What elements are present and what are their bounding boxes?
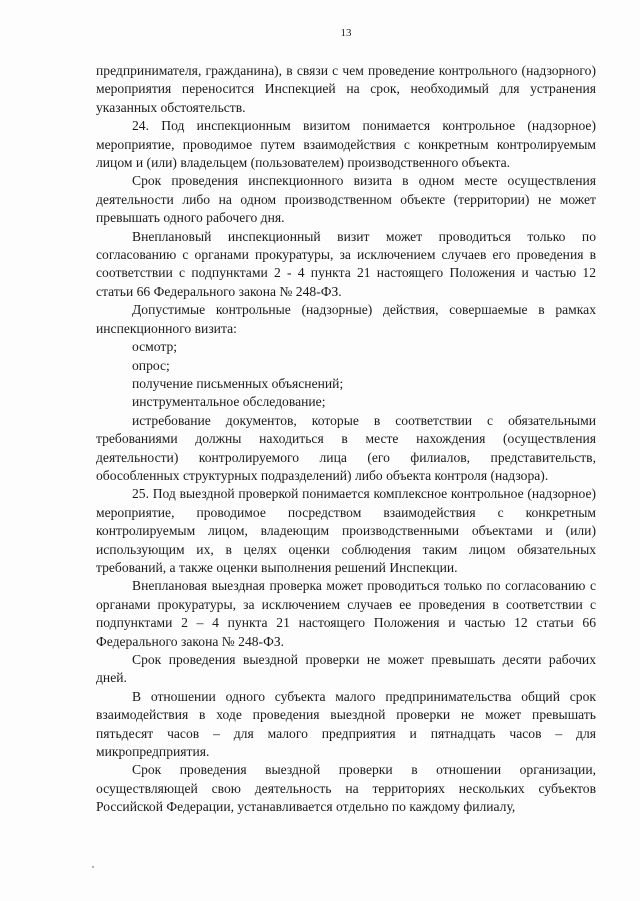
paragraph-permitted-actions: Допустимые контрольные (надзорные) действия, совершаемые в рамках инспекционного визита: (96, 302, 596, 336)
paragraph-onsite-duration: Срок проведения выездной проверки не может превышать десяти рабочих дней. (96, 652, 596, 686)
list-item-instrumental-examination: инструментальное обследование; (132, 394, 326, 410)
list-item-survey: опрос; (132, 357, 170, 373)
paragraph-multi-region: Срок проведения выездной проверки в отношении организации, осуществляющей свою деятельность на территориях нескольких субъектов Российской Федерации, устанавливается отдельно по каждому филиалу, (96, 762, 596, 815)
list-item-written-explanations: получение письменных объяснений; (132, 375, 344, 391)
paragraph-small-business: В отношении одного субъекта малого предпринимательства общий срок взаимодействия в ходе проведения выездной проверки не может превышать пятьдесят часов – для малого предприятия и пятнадцать часов – для микропредприятия. (96, 688, 596, 760)
paragraph-item-25: 25. Под выездной проверкой понимается комплексное контрольное (надзорное) мероприятие, проводимое посредством взаимодействия с конкретным контролируемым лицом, владеющим производственными объектами и (или) использующим их, в целях оценки соблюдения таким лицом обязательных требований, а также оценки выполнения решений Инспекции. (96, 486, 596, 575)
paragraph-continuation: предпринимателя, гражданина), в связи с чем проведение контрольного (надзорного) мероприятия переносится Инспекцией на срок, необходимый для устранения указанных обстоятельств. (96, 63, 596, 115)
page-number: 13 (340, 27, 352, 39)
paragraph-unscheduled-visit: Внеплановый инспекционный визит может проводиться только по согласованию с органами прокуратуры, за исключением случаев его проведения в соответствии с подпунктами 2 - 4 пункта 21 настоящего Положения и частью 12 статьи 66 Федерального закона № 248-ФЗ. (96, 228, 596, 299)
paragraph-item-24: 24. Под инспекционным визитом понимается контрольное (надзорное) мероприятие, проводимое путем взаимодействия с конкретным контролируемым лицом и (или) владельцем (пользователем) производственного объекта. (96, 118, 596, 171)
scan-speck (92, 866, 94, 868)
paragraph-visit-duration: Срок проведения инспекционного визита в одном месте осуществления деятельности либо на одном производственном объекте (территории) не может превышать одного рабочего дня. (96, 173, 596, 226)
list-item-inspection: осмотр; (132, 339, 178, 355)
paragraph-unscheduled-onsite: Внеплановая выездная проверка может проводиться только по согласованию с органами прокуратуры, за исключением случаев ее проведения в соответствии с подпунктами 2 – 4 пункта 21 настоящего Положения и частью 12 статьи 66 Федерального закона № 248-ФЗ. (96, 578, 596, 649)
paragraph-document-request: истребование документов, которые в соответствии с обязательными требованиями должны находиться в месте нахождения (осуществления деятельности) контролируемого лица (его филиалов, представительств, обособленных структурных подразделений) либо объекта контроля (надзора). (96, 412, 596, 483)
